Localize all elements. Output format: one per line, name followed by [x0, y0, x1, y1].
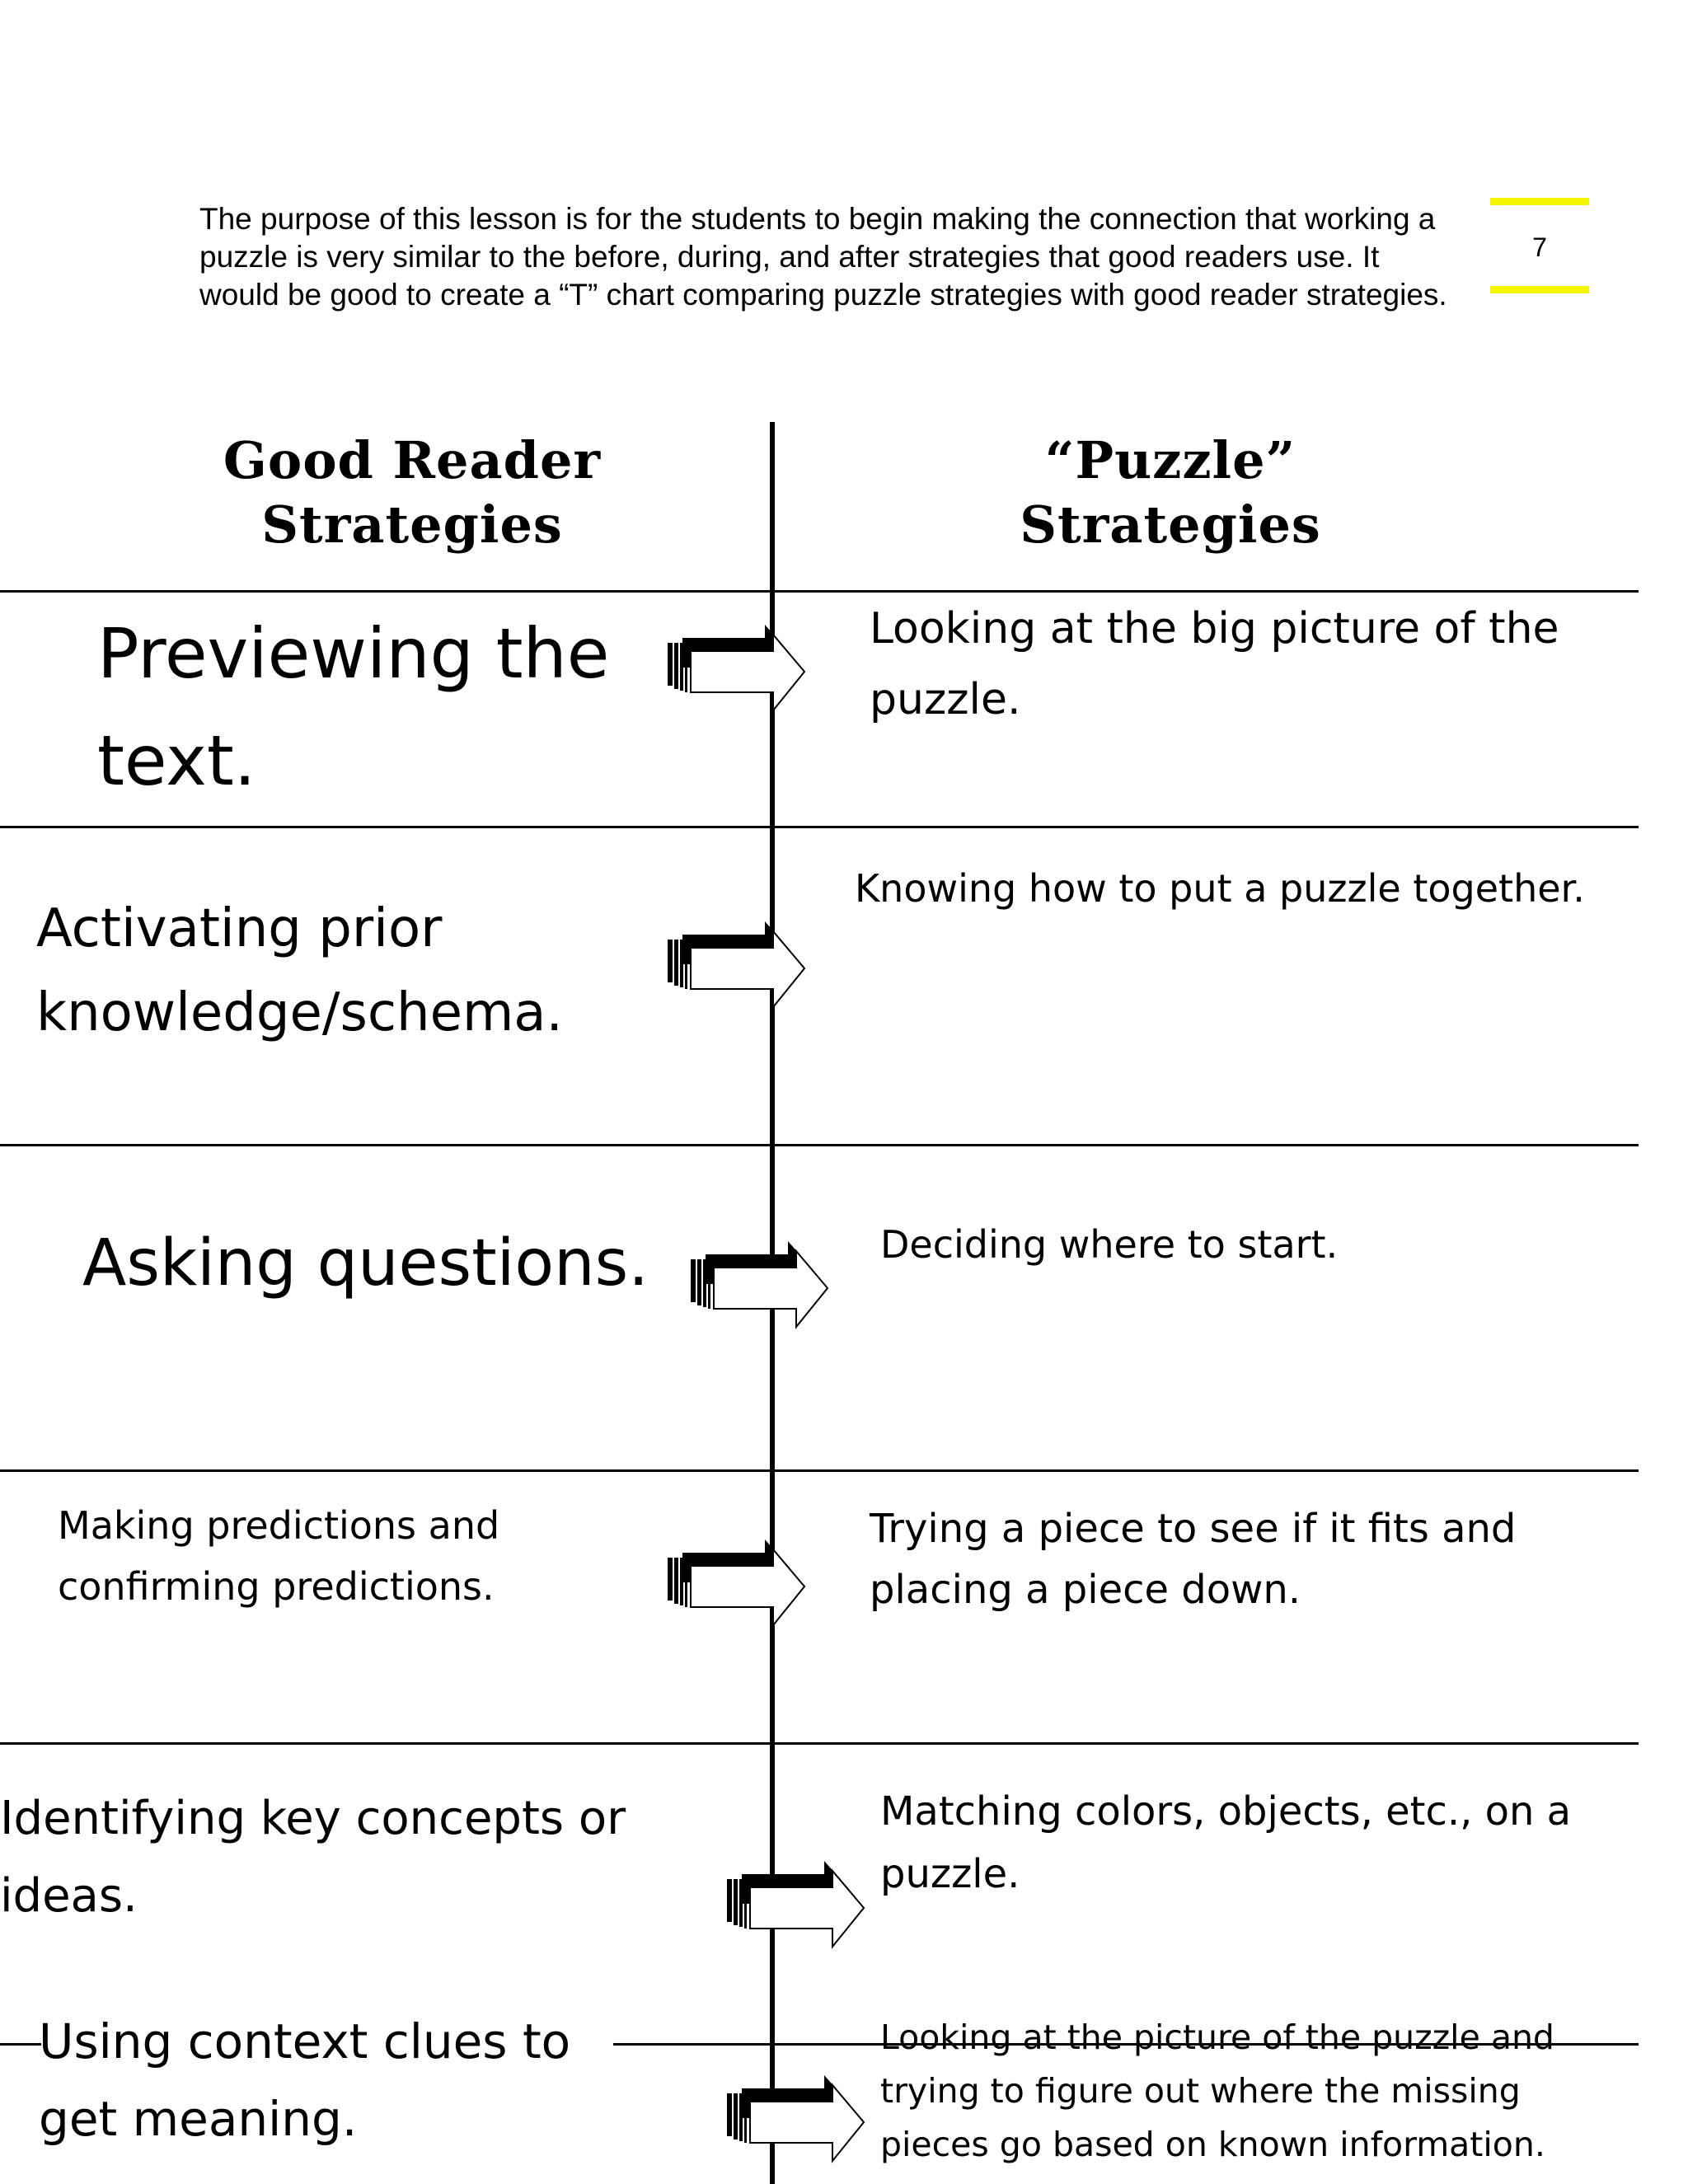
page-number: 7: [1532, 232, 1547, 262]
row-divider: [0, 1469, 1639, 1472]
right-arrow-icon: [689, 1226, 837, 1350]
puzzle-strategy-1: Looking at the big picture of the puzzle.: [870, 604, 1559, 724]
row-divider-stub: [0, 2043, 41, 2046]
page-number-marker: [1490, 198, 1589, 295]
row-divider: [0, 826, 1639, 828]
right-column-header: “Puzzle” Strategies: [1020, 430, 1321, 555]
yellow-bar-top: [1490, 198, 1589, 205]
right-arrow-icon: [666, 1525, 814, 1648]
left-column-header: Good Reader Strategies: [223, 430, 602, 555]
right-arrow-icon: [666, 610, 814, 733]
right-arrow-icon: [725, 1846, 874, 1970]
reader-strategy-4: Making predictions and confirming predictions.: [58, 1503, 500, 1609]
reader-strategy-5: Identifying key concepts or ideas.: [0, 1792, 626, 1923]
row-divider: [0, 1742, 1639, 1745]
right-arrow-icon: [666, 907, 814, 1030]
reader-strategy-1: Previewing the text.: [97, 613, 610, 801]
intro-paragraph: The purpose of this lesson is for the students to begin making the connection that working a puzzle is very similar to the before, during, and after strategies that good readers use. It would be good to create a “T” chart comparing puzzle strategies with good reader strategies.: [199, 202, 1447, 312]
reader-strategy-3: Asking questions.: [82, 1226, 649, 1301]
reader-strategy-6: Using context clues to get meaning.: [39, 2013, 571, 2147]
puzzle-strategy-2: Knowing how to put a puzzle together.: [855, 866, 1585, 911]
right-arrow-icon: [725, 2060, 874, 2184]
puzzle-strategy-5: Matching colors, objects, etc., on a puzzle.: [880, 1788, 1572, 1897]
puzzle-strategy-6: Looking at the picture of the puzzle and trying to figure out where the missing pieces go based on known information.: [880, 2018, 1554, 2164]
header-divider: [0, 590, 1639, 593]
puzzle-strategy-4: Trying a piece to see if it fits and placing a piece down.: [870, 1506, 1517, 1613]
row-divider: [0, 1144, 1639, 1146]
yellow-bar-bottom: [1490, 286, 1589, 293]
reader-strategy-2: Activating prior knowledge/schema.: [36, 898, 563, 1043]
puzzle-strategy-3: Deciding where to start.: [880, 1222, 1339, 1267]
